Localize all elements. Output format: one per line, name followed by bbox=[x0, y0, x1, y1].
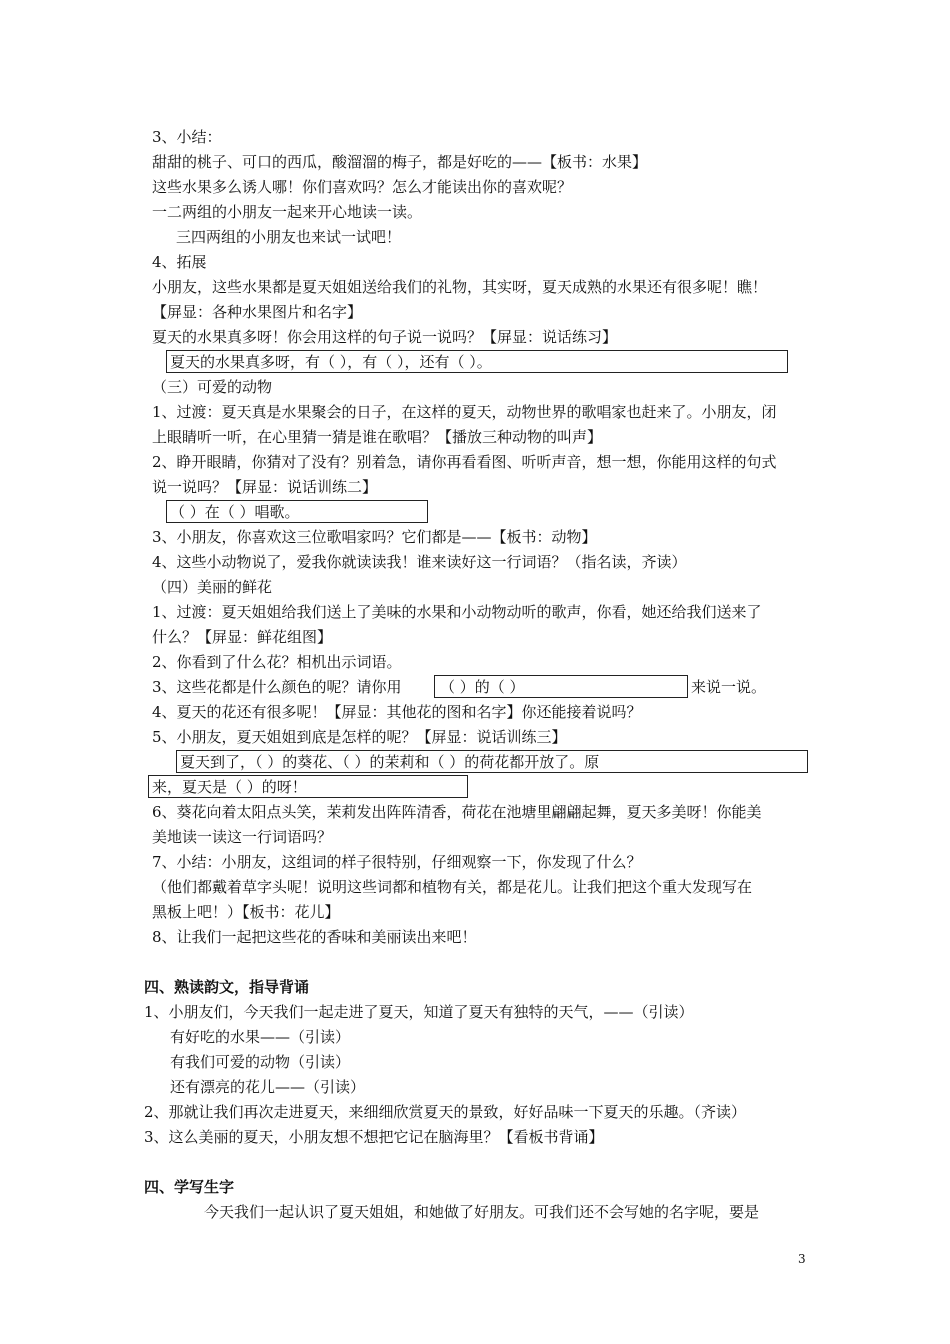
text-line: 4、拓展 bbox=[152, 253, 207, 271]
text-line: （他们都戴着草字头呢！说明这些词都和植物有关，都是花儿。让我们把这个重大发现写在 bbox=[152, 878, 753, 896]
text-line: 说一说吗？【屏显：说话训练二】 bbox=[152, 478, 378, 496]
text-line: 上眼睛听一听，在心里猜一猜是谁在歌唱？【播放三种动物的叫声】 bbox=[152, 428, 603, 446]
text-line: 1、过渡：夏天姐姐给我们送上了美味的水果和小动物动听的歌声，你看，她还给我们送来了 bbox=[152, 603, 762, 621]
text-line: 小朋友，这些水果都是夏天姐姐送给我们的礼物，其实呀，夏天成熟的水果还有很多呢！瞧！ bbox=[152, 278, 768, 296]
text-line: 有好吃的水果——（引读） bbox=[170, 1028, 351, 1046]
text-line: 3、小朋友，你喜欢这三位歌唱家吗？它们都是——【板书：动物】 bbox=[152, 528, 597, 546]
text-line: 这些水果多么诱人哪！你们喜欢吗？怎么才能读出你的喜欢呢？ bbox=[152, 178, 573, 196]
text-line: 什么？【屏显：鲜花组图】 bbox=[152, 628, 333, 646]
exercise-text: 来，夏天是（ ）的呀！ bbox=[152, 778, 307, 796]
exercise-text: （ ）在（ ）唱歌。 bbox=[170, 503, 300, 521]
text-line: 1、小朋友们，今天我们一起走进了夏天，知道了夏天有独特的天气，——（引读） bbox=[144, 1003, 694, 1021]
section-heading: 四、学写生字 bbox=[144, 1178, 235, 1196]
text-line: 【屏显：各种水果图片和名字】 bbox=[152, 303, 363, 321]
text-line: 一二两组的小朋友一起来开心地读一读。 bbox=[152, 203, 423, 221]
text-line: 3、这么美丽的夏天，小朋友想不想把它记在脑海里？【看板书背诵】 bbox=[144, 1128, 604, 1146]
section-heading: 四、熟读韵文，指导背诵 bbox=[144, 978, 310, 996]
text-line: 还有漂亮的花儿——（引读） bbox=[170, 1078, 366, 1096]
text-line: 2、睁开眼睛，你猜对了没有？别着急，请你再看看图、听听声音，想一想，你能用这样的句式 bbox=[152, 453, 777, 471]
text-line: 6、葵花向着太阳点头笑，茉莉发出阵阵清香，荷花在池塘里翩翩起舞，夏天多美呀！你能美 bbox=[152, 803, 762, 821]
text-line: 美地读一读这一行词语吗？ bbox=[152, 828, 333, 846]
text-line: 有我们可爱的动物（引读） bbox=[170, 1053, 351, 1071]
exercise-text: 夏天到了，（ ）的葵花、（ ）的茉莉和（ ）的荷花都开放了。原 bbox=[180, 753, 600, 771]
text-line: 夏天的水果真多呀！你会用这样的句子说一说吗？【屏显：说话练习】 bbox=[152, 328, 618, 346]
text-line: 7、小结：小朋友，这组词的样子很特别，仔细观察一下，你发现了什么？ bbox=[152, 853, 642, 871]
text-line: 来说一说。 bbox=[691, 678, 767, 696]
text-line: 2、那就让我们再次走进夏天，来细细欣赏夏天的景致，好好品味一下夏天的乐趣。（齐读） bbox=[144, 1103, 747, 1121]
section-heading: （三）可爱的动物 bbox=[152, 378, 273, 396]
text-line: 5、小朋友，夏天姐姐到底是怎样的呢？【屏显：说话训练三】 bbox=[152, 728, 567, 746]
exercise-text: 夏天的水果真多呀，有（ ），有（ ），还有（ ）。 bbox=[170, 353, 492, 371]
text-line: 3、这些花都是什么颜色的呢？请你用 bbox=[152, 678, 402, 696]
exercise-text: （ ）的（ ） bbox=[440, 678, 525, 696]
text-line: 2、你看到了什么花？相机出示词语。 bbox=[152, 653, 402, 671]
text-line: 8、让我们一起把这些花的香味和美丽读出来吧！ bbox=[152, 928, 477, 946]
section-heading: （四）美丽的鲜花 bbox=[152, 578, 273, 596]
text-line: 今天我们一起认识了夏天姐姐，和她做了好朋友。可我们还不会写她的名字呢，要是 bbox=[204, 1203, 760, 1221]
text-line: 黑板上吧！）【板书：花儿】 bbox=[152, 903, 340, 921]
text-line: 3、小结： bbox=[152, 128, 222, 146]
text-line: 4、这些小动物说了，爱我你就读读我！谁来读好这一行词语？（指名读，齐读） bbox=[152, 553, 687, 571]
text-line: 4、夏天的花还有很多呢！【屏显：其他花的图和名字】你还能接着说吗？ bbox=[152, 703, 642, 721]
page-number: 3 bbox=[798, 1252, 806, 1266]
text-line: 甜甜的桃子、可口的西瓜，酸溜溜的梅子，都是好吃的——【板书：水果】 bbox=[152, 153, 648, 171]
text-line: 1、过渡：夏天真是水果聚会的日子，在这样的夏天，动物世界的歌唱家也赶来了。小朋友，闭 bbox=[152, 403, 777, 421]
text-line: 三四两组的小朋友也来试一试吧！ bbox=[176, 228, 402, 246]
